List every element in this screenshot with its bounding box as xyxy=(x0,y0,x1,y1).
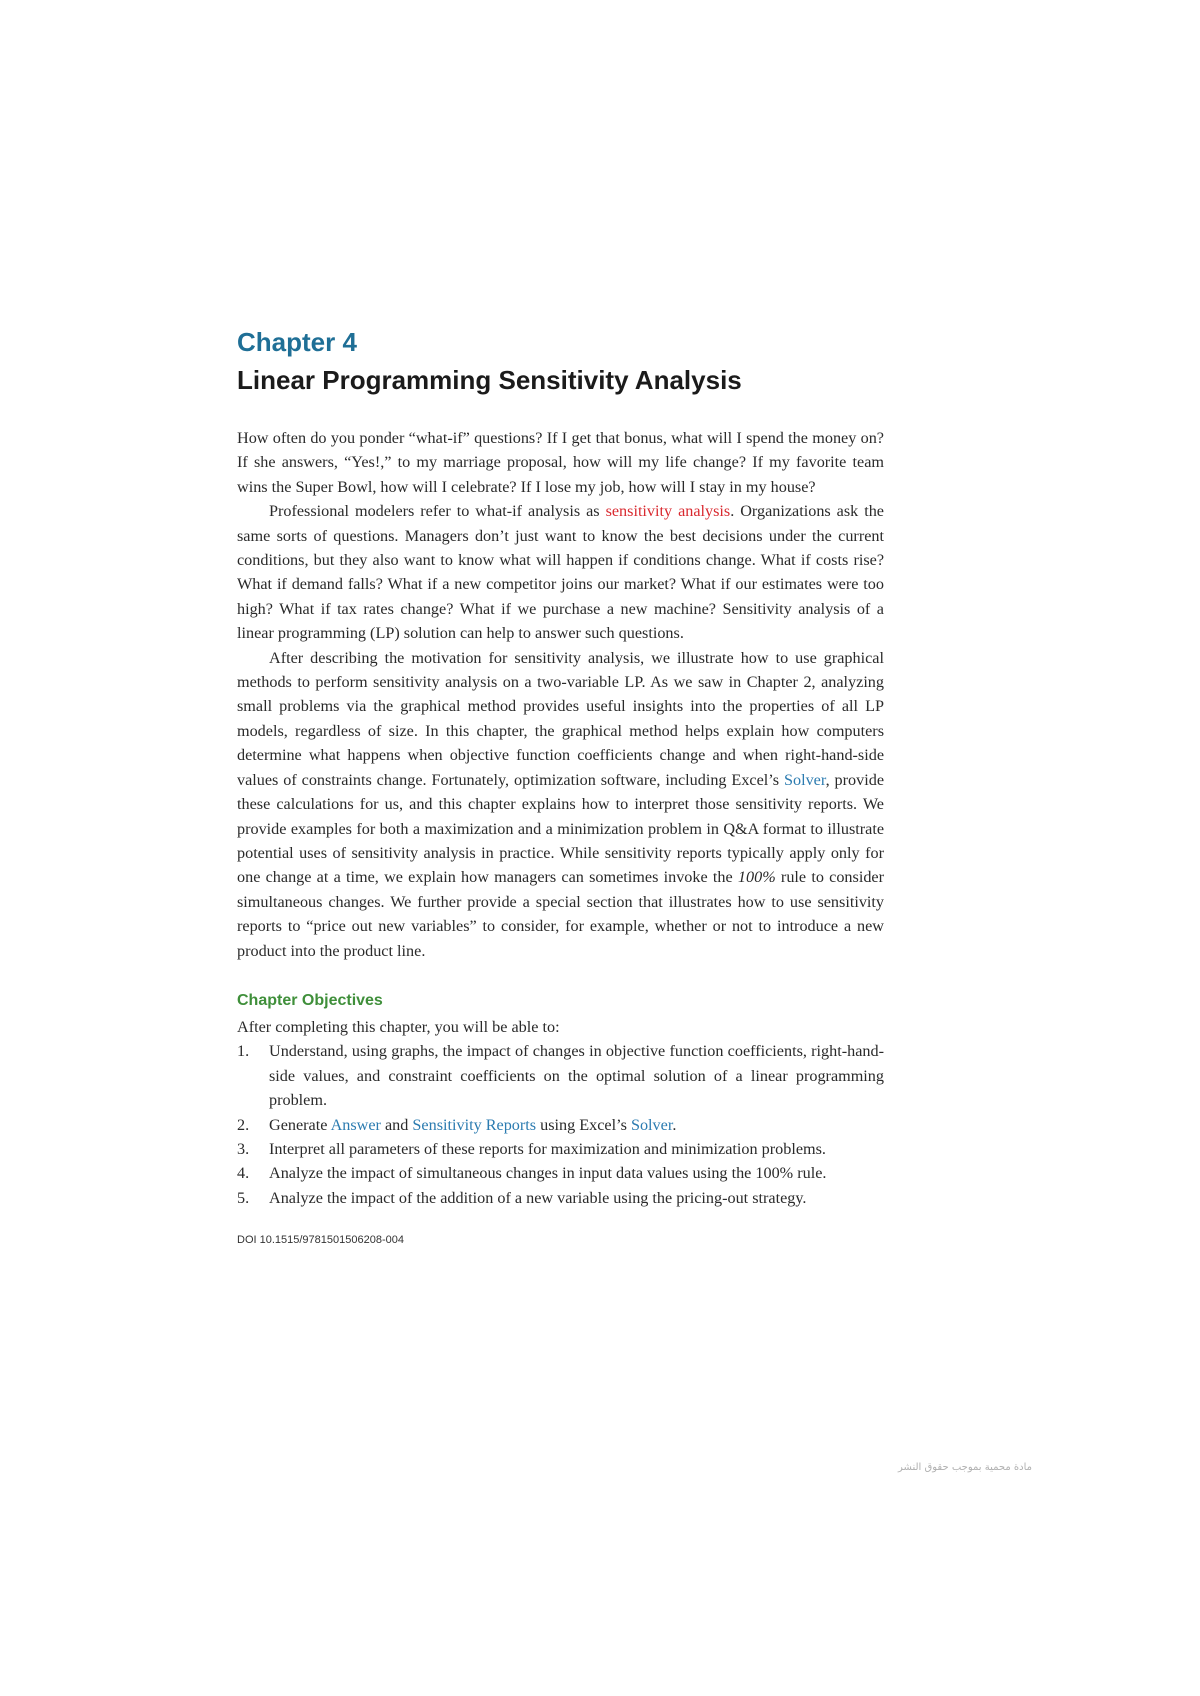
sensitivity-reports-link[interactable]: Sensitivity Reports xyxy=(412,1115,537,1134)
intro-text xyxy=(237,426,884,963)
intro-paragraph-1: How often do you ponder “what-if” questions? If I get that bonus, what will I spend the money on? If she answers, “Yes!,” to my marriage proposal, how will my life change? If my favorite team wins the Super Bowl, how will I celebrate? If I lose my job, how will I stay in my house? xyxy=(237,429,884,496)
intro-paragraph-3: After describing the motivation for sensitivity analysis, we illustrate how to use graphical methods to perform sensitivity analysis on a two-variable LP. As we saw in Chapter 2, analyzing small problems via the graphical method provides useful insights into the properties of all LP models, regardless of size. In this chapter, the graphical method helps explain how computers determine what happens when objective function coefficients change and when right-hand-side values of constraints change. Fortunately, optimization software, including Excel’s Solver, provide these calculations for us, and this chapter explains how to interpret those sensitivity reports. We provide examples for both a maximization and a minimization problem in Q&A format to illustrate potential uses of sensitivity analysis in practice. While sensitivity reports typically apply only for one change at a time, we explain how managers can sometimes invoke the 100% rule to consider simultaneous changes. We further provide a special section that illustrates how to use sensitivity reports to “price out new variables” to consider, for example, whether or not to introduce a new product into the product line. xyxy=(237,648,885,960)
list-item: 2. Generate Answer and Sensitivity Reports using Excel’s Solver. xyxy=(237,1115,677,1134)
objectives-heading: Chapter Objectives xyxy=(237,991,383,1009)
solver-link[interactable]: Solver xyxy=(783,770,826,789)
chapter-title: Linear Programming Sensitivity Analysis xyxy=(237,365,742,395)
list-item: 1. Understand, using graphs, the impact of changes in objective function coefficients, right-hand-side values, and constraint coefficients on the optimal solution of a linear programming problem. xyxy=(237,1042,884,1110)
list-item: 3. Interpret all parameters of these reports for maximization and minimization problems. xyxy=(237,1139,826,1158)
doi-footer: DOI 10.1515/9781501506208-004 xyxy=(237,1234,404,1247)
list-item: 4. Analyze the impact of simultaneous changes in input data values using the 100% rule. xyxy=(237,1164,827,1183)
answer-link[interactable]: Answer xyxy=(330,1115,381,1134)
objectives-list xyxy=(237,1039,884,1210)
list-item: 5. Analyze the impact of the addition of a new variable using the pricing-out strategy. xyxy=(237,1188,807,1207)
sensitivity-analysis-link[interactable]: sensitivity analysis xyxy=(605,502,731,521)
chapter-label: Chapter 4 xyxy=(237,327,357,357)
intro-paragraph-2: Professional modelers refer to what-if analysis as sensitivity analysis. Organizations ask the same sorts of questions. Managers don’t just want to know the best decisions under the current conditions, but they also want to know what will happen if conditions change. What if costs rise? What if demand falls? What if a new competitor joins our market? What if our estimates were too high? What if tax rates change? What if we purchase a new machine? Sensitivity analysis of a linear programming (LP) solution can help to answer such questions. xyxy=(237,502,884,643)
objectives-intro: After completing this chapter, you will be able to: xyxy=(237,1017,560,1036)
copyright-watermark: مادة محمية بموجب حقوق النشر xyxy=(898,1462,1032,1473)
solver-link[interactable]: Solver xyxy=(630,1115,673,1134)
hundred-percent-emphasis: 100% xyxy=(737,868,776,887)
page-content xyxy=(237,325,884,1246)
